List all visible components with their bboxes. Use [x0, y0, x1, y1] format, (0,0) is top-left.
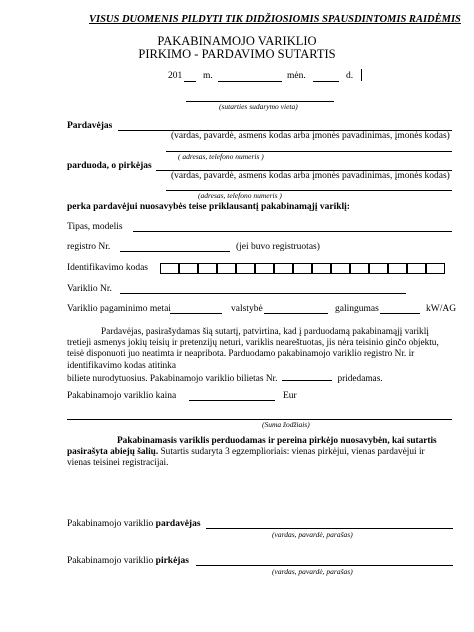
power-unit: kW/AG — [426, 304, 457, 314]
place-caption: (sutarties sudarymo vieta) — [219, 102, 298, 111]
date-year-blank[interactable] — [184, 81, 196, 82]
purchase-statement: perka pardavėjui nuosavybės teise priklausantį pakabinamąjį variklį: — [67, 202, 350, 212]
manufacture-year-label: Variklio pagaminimo metai — [67, 304, 171, 314]
date-month-label: m. — [203, 71, 213, 81]
country-field[interactable] — [264, 313, 328, 314]
ticket-statement-post: pridedamas. — [337, 374, 383, 384]
buyer-address-caption: (adresas, telefono numeris ) — [198, 191, 282, 200]
form-instruction: VISUS DUOMENIS PILDYTI TIK DIDŽIOSIOMIS SPAUSDINTOMIS RAIDĖMIS — [89, 14, 461, 25]
date-day-label: d. — [346, 71, 354, 81]
engine-number-field[interactable] — [120, 293, 406, 294]
seller-signature-label — [67, 519, 201, 529]
warranty-line-3: teisė disponuoti juo neatimta ir neapribota. Parduodamo pakabinamojo variklio registro Nr. ir — [67, 349, 415, 360]
type-model-field[interactable] — [133, 231, 452, 232]
ownership-line-2-bold: pasirašyta abiejų šalių. — [67, 447, 159, 458]
date-month-blank[interactable] — [218, 81, 282, 82]
manufacture-year-field[interactable] — [170, 313, 222, 314]
ownership-paragraph — [67, 436, 453, 470]
date-day-blank[interactable] — [313, 81, 339, 82]
warranty-line-1: Pardavėjas, pasirašydamas šią sutartį, patvirtina, kad į parduodamą pakabinamąjį variklį — [101, 327, 429, 337]
seller-signature-field[interactable] — [206, 528, 453, 529]
price-words-caption: (Suma žodžiais) — [262, 420, 310, 429]
ownership-line-2 — [67, 447, 453, 458]
warranty-line-4: identifikavimo kodas atitinka — [67, 360, 176, 371]
seller-caption: (vardas, pavardė, asmens kodas arba įmonės pavadinimas, įmonės kodas) — [171, 131, 450, 141]
date-year-prefix: 201 — [168, 71, 183, 81]
date-month-word: mėn. — [287, 71, 306, 81]
seller-signature-caption: (vardas, pavardė, parašas) — [272, 530, 353, 539]
buyer-signature-label — [67, 556, 189, 566]
ownership-line-3: vienas teisinei registracijai. — [67, 458, 169, 469]
registration-label: registro Nr. — [67, 242, 111, 252]
power-field[interactable] — [380, 313, 420, 314]
ticket-number-blank[interactable] — [282, 372, 332, 381]
ownership-line-2-rest: Sutartis sudaryta 3 egzemplioriais: vienas pirkėjui, vienas pardavėjui ir — [158, 447, 425, 458]
warranty-line-2: tretieji asmenys jokių teisių ir pretenzijų neturi, variklis neareštuotas, jis nėra teisinio ginčo objektu, — [67, 338, 439, 349]
price-words-field[interactable] — [67, 419, 452, 420]
ticket-statement-pre: biliete nurodytuosius. Pakabinamojo variklio bilietas Nr. — [67, 374, 278, 384]
document-title: PAKABINAMOJO VARIKLIO — [157, 34, 317, 48]
buyer-signature-field[interactable] — [196, 565, 453, 566]
registration-field[interactable] — [120, 251, 230, 252]
seller-signature-pre: Pakabinamojo variklio — [67, 519, 156, 529]
warranty-paragraph — [67, 327, 453, 372]
engine-number-label: Variklio Nr. — [67, 284, 112, 294]
buyer-signature-role: pirkėjas — [155, 556, 189, 566]
price-field[interactable] — [189, 400, 275, 401]
buyer-label: parduoda, o pirkėjas — [67, 161, 152, 171]
seller-address-caption: ( adresas, telefono numeris ) — [178, 152, 264, 161]
identification-code-label: Identifikavimo kodas — [67, 263, 148, 273]
power-label: galingumas — [335, 304, 379, 314]
ownership-line-1: Pakabinamasis variklis perduodamas ir pereina pirkėjo nuosavybėn, kai sutartis — [117, 436, 437, 446]
buyer-signature-caption: (vardas, pavardė, parašas) — [272, 567, 353, 576]
price-label: Pakabinamojo variklio kaina — [67, 391, 177, 401]
type-model-label: Tipas, modelis — [67, 222, 123, 232]
buyer-caption: (vardas, pavardė, asmens kodas arba įmonės pavadinimas, įmonės kodas) — [171, 171, 450, 181]
text-cursor — [361, 69, 362, 81]
buyer-signature-pre: Pakabinamojo variklio — [67, 556, 156, 566]
price-currency: Eur — [283, 391, 297, 401]
ticket-statement — [67, 372, 383, 384]
registration-note: (jei buvo registruotas) — [236, 242, 320, 252]
country-label: valstybė — [231, 304, 263, 314]
seller-signature-role: pardavėjas — [155, 519, 201, 529]
document-subtitle: PIRKIMO - PARDAVIMO SUTARTIS — [138, 47, 336, 61]
seller-label: Pardavėjas — [67, 121, 113, 131]
